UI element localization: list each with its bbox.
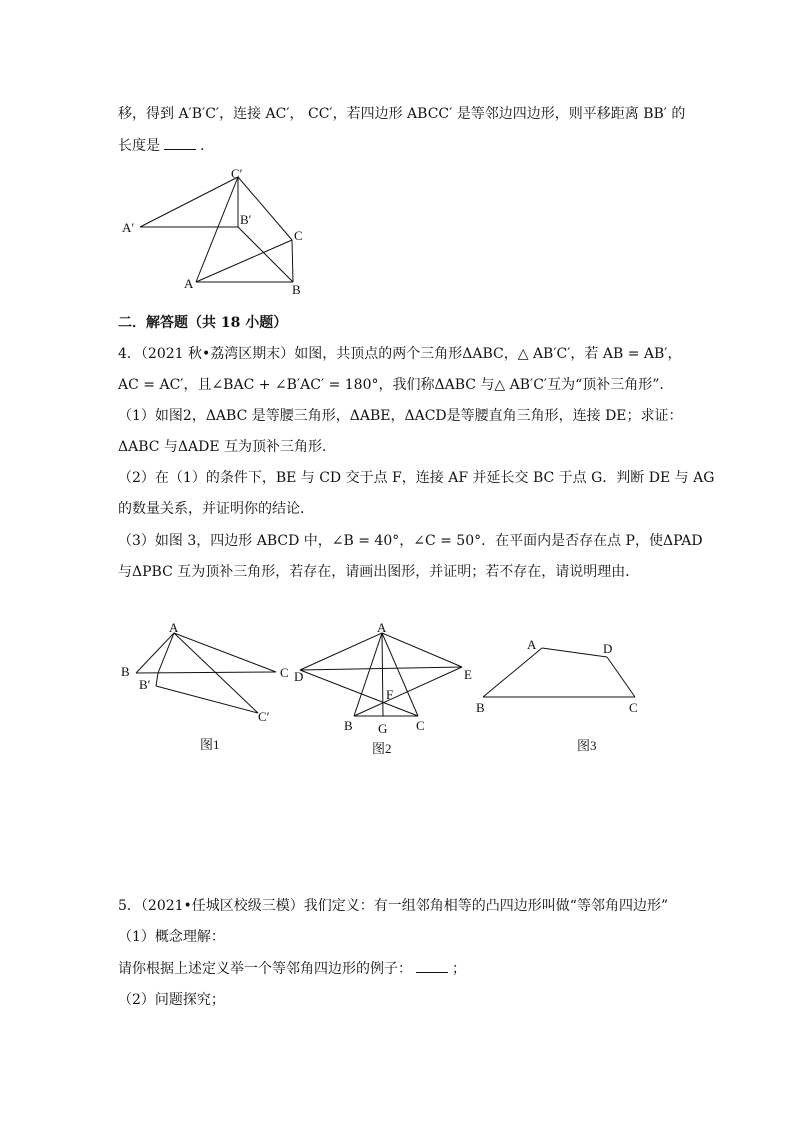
- fig1-label-C: C: [280, 665, 289, 680]
- fig3-label-C: C: [629, 700, 638, 715]
- q4-line1: 4．（2021 秋•荔湾区期末）如图，共顶点的两个三角形ΔABC，△ AB′C′，若 AB = AB′，: [118, 346, 682, 362]
- q3-line2-text: 长度是: [118, 138, 160, 154]
- q3-line2-end: .: [200, 138, 205, 154]
- fig2-label-G: G: [378, 721, 388, 736]
- q5-line3-text: 请你根据上述定义举一个等邻角四边形的例子：: [118, 961, 412, 977]
- q4-figure1: [118, 615, 298, 760]
- q4-line4: ΔABC 与ΔADE 互为顶补三角形.: [118, 439, 327, 455]
- q4-line5: （2）在（1）的条件下，BE 与 CD 交于点 F，连接 AF 并延长交 BC 于点 G．判断 DE 与 AG: [118, 470, 715, 486]
- label-Cprime: C′: [231, 166, 243, 181]
- q5-line2: （1）概念理解：: [118, 929, 225, 945]
- label-A: A: [184, 276, 194, 291]
- fig2-label-B: B: [344, 718, 353, 733]
- fig2-label-C: C: [416, 718, 425, 733]
- answer-blank: [416, 960, 448, 973]
- fig2-label-E: E: [464, 667, 472, 682]
- label-Bprime: B′: [240, 212, 252, 227]
- fig2-label-D: D: [294, 669, 304, 684]
- fig1-caption: 图1: [200, 737, 220, 752]
- section-title: 二．解答题（共 18 小题）: [118, 315, 288, 331]
- fig1-label-B: B: [121, 664, 130, 679]
- q4-figure2: [290, 615, 490, 765]
- fig2-label-A: A: [377, 620, 387, 635]
- label-B: B: [292, 282, 301, 297]
- fig3-label-B: B: [476, 700, 485, 715]
- q3-line2: [118, 135, 204, 155]
- label-C: C: [294, 228, 303, 243]
- q4-line2: AC = AC′，且∠BAC + ∠B′AC′ = 180°，我们称ΔABC 与△ AB′C′互为“顶补三角形”.: [118, 377, 664, 393]
- q4-figure3: [470, 630, 670, 760]
- q4-line6: 的数量关系，并证明你的结论．: [118, 501, 314, 517]
- q5-line1: 5．（2021•任城区校级三模）我们定义：有一组邻角相等的凸四边形叫做“等邻角四边形”: [118, 898, 669, 914]
- fig2-label-F: F: [386, 687, 394, 702]
- answer-blank: [164, 137, 196, 150]
- fig1-label-Bprime: B′: [139, 677, 151, 692]
- q4-line3: （1）如图2，ΔABC 是等腰三角形，ΔABE，ΔACD是等腰直角三角形，连接 DE；求证：: [118, 408, 683, 424]
- q5-line4: （2）问题探究；: [118, 992, 225, 1008]
- fig3-caption: 图3: [577, 738, 597, 753]
- fig2-caption: 图2: [372, 741, 392, 756]
- q4-line8: 与ΔPBC 互为顶补三角形，若存在，请画出图形，并证明；若不存在，请说明理由．: [118, 564, 640, 580]
- fig3-label-D: D: [603, 641, 613, 656]
- q3-figure: [118, 160, 318, 300]
- fig1-label-Cprime: C′: [258, 709, 270, 724]
- q3-line1: 移，得到 A′B′C′，连接 AC′， CC′，若四边形 ABCC′ 是等邻边四边形，则平移距离 BB′ 的: [118, 106, 686, 122]
- q5-line3: [118, 958, 466, 978]
- fig3-label-A: A: [527, 637, 537, 652]
- q4-line7: （3）如图 3，四边形 ABCD 中，∠B = 40°，∠C = 50°．在平面内是否存在点 P，使ΔPAD: [118, 533, 703, 549]
- q5-line3-end: ；: [452, 961, 466, 977]
- fig1-label-A: A: [169, 620, 179, 635]
- label-Aprime: A′: [122, 220, 135, 235]
